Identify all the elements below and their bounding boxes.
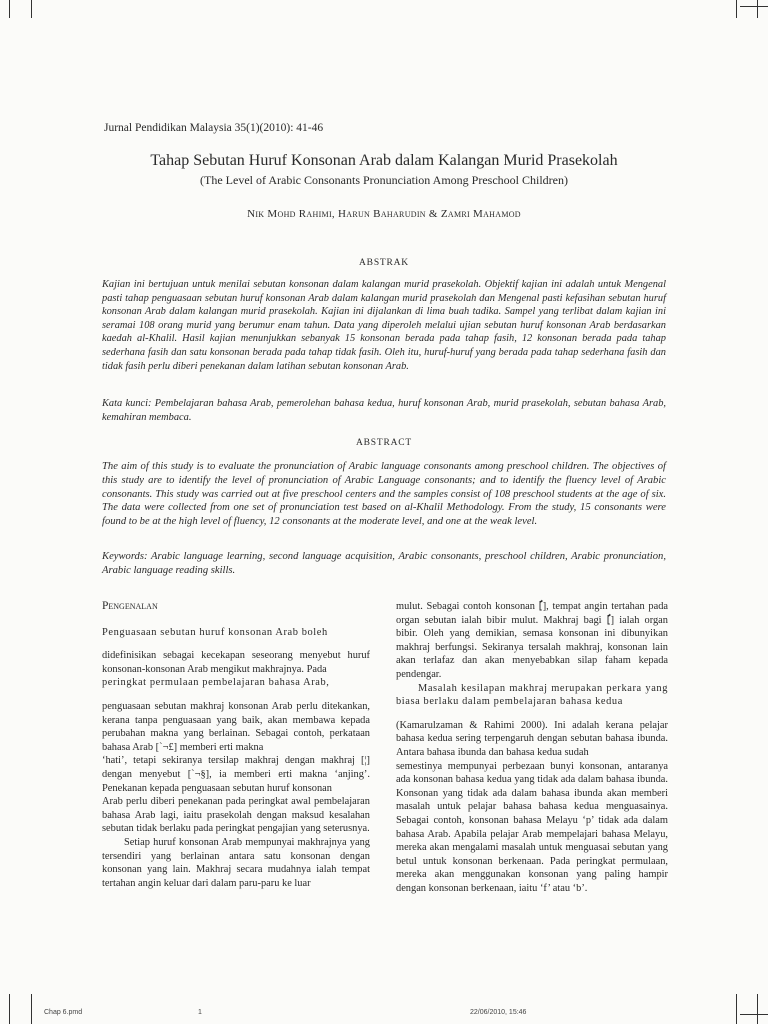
abstract-body: The aim of this study is to evaluate the pronunciation of Arabic language consonants among preschool children. The objectives of this study are to identify the level of pronunciation of Arabic Language consonants; and to identify the fluency level of Arabic consonants. This study was carried out at five preschool centers and the samples consist of 108 preschool students at the age of six. The data were collected from one set of pronunciation test based on al-Khalil Methodology. From the study, 15 consonants were found to be at the high level of fluency, 12 consonants at the moderate level, and one at the weak level. bbox=[102, 461, 666, 528]
crop-mark bbox=[9, 0, 10, 18]
paragraph: Setiap huruf konsonan Arab mempunyai makhrajnya yang tersendiri yang berlainan antara satu konsonan dengan konsonan yang lain. Makhraj secara mudahnya ialah tempat tertahan angin keluar dari dalam paru-paru ke luar bbox=[102, 836, 370, 889]
paragraph: peringkat permulaan pembelajaran bahasa Arab, bbox=[102, 677, 330, 689]
footer-file: Chap 6.pmd bbox=[44, 1009, 83, 1016]
left-column bbox=[102, 600, 370, 890]
crop-mark bbox=[9, 994, 10, 1024]
crop-mark bbox=[757, 994, 758, 1024]
paragraph: ‘hati’, tetapi sekiranya tersilap makhraj dengan makhraj [¦] dengan menyebut [`¬§], ia memberi erti makna ‘anjing’. Penekanan kepada penguasaan sebutan huruf konsonan bbox=[102, 755, 370, 794]
paragraph: didefinisikan sebagai kecekapan seseorang menyebut huruf konsonan-konsonan Arab mengikut makhrajnya. Pada bbox=[102, 650, 370, 675]
paragraph: Arab perlu diberi penekanan pada peringkat awal pembelajaran bahasa Arab lagi, iaitu prasekolah dengan maksud kesalahan sebutan tidak berlaku pada peringkat pengajian yang seterusnya. bbox=[102, 796, 370, 835]
footer-page: 1 bbox=[198, 1009, 202, 1016]
abstrak-body: Kajian ini bertujuan untuk menilai sebutan konsonan dalam kalangan murid prasekolah. Objektif kajian ini adalah untuk Mengenal pasti tahap penguasaan sebutan huruf konsonan Arab dalam kalangan murid prasekolah dan Mengenal pasti kefasihan sebutan huruf konsonan Arab dalam kalangan murid prasekolah. Kajian ini dijalankan di lima buah tadika. Sampel yang terlibat dalam kajian ini seramai 108 orang murid yang berumur enam tahun. Data yang diperoleh melalui ujian sebutan huruf konsonan Arab berdasarkan kaedah al-Khalil. Hasil kajian menunjukkan sebanyak 15 konsonan berada pada tahap fasih, 12 konsonan berada pada tahap sederhana fasih dan satu konsonan berada pada tahap tidak fasih. Oleh itu, huruf-huruf yang berada pada tahap sederhana fasih dan tidak fasih perlu diberi penekanan dalam latihan sebutan konsonan Arab. bbox=[102, 279, 666, 372]
paragraph: Penguasaan sebutan huruf konsonan Arab boleh bbox=[102, 626, 328, 638]
paper-title: Tahap Sebutan Huruf Konsonan Arab dalam Kalangan Murid Prasekolah bbox=[150, 152, 618, 169]
crop-mark bbox=[740, 6, 768, 7]
abstrak-keywords: Kata kunci: Pembelajaran bahasa Arab, pemerolehan bahasa kedua, huruf konsonan Arab, murid prasekolah, sebutan bahasa Arab, kemahiran membaca. bbox=[102, 398, 666, 423]
crop-mark bbox=[740, 1014, 768, 1015]
paragraph: semestinya mempunyai perbezaan bunyi konsonan, antaranya ada konsonan bahasa kedua yang tidak ada dalam bahasa ibunda. Konsonan yang tidak ada dalam bahasa ibunda akan memberi masalah untuk pelajar bahasa bahasa kedua menguasainya. Sebagai contoh, konsonan bahasa Melayu ‘p’ tidak ada dalam bahasa Arab. Apabila pelajar Arab mempelajari bahasa Melayu, mereka akan mengalami masalah untuk menguasai sebutan yang betul untuk konsonan berkenaan. Pada peringkat permulaan, mereka akan menggunakan konsonan yang paling hampir dengan konsonan berkenaan, iaitu ‘f’ atau ‘b’. bbox=[396, 760, 668, 894]
crop-mark bbox=[757, 0, 758, 18]
journal-reference: Jurnal Pendidikan Malaysia 35(1)(2010): 41-46 bbox=[104, 122, 324, 134]
abstract-keywords: Keywords: Arabic language learning, second language acquisition, Arabic consonants, preschool children, Arabic pronunciation, Arabic language reading skills. bbox=[102, 551, 666, 576]
footer-timestamp: 22/06/2010, 15:46 bbox=[470, 1009, 527, 1016]
paper-subtitle: (The Level of Arabic Consonants Pronunciation Among Preschool Children) bbox=[200, 173, 568, 187]
paragraph: Masalah kesilapan makhraj merupakan perkara yang biasa berlaku dalam pembelajaran bahasa kedua bbox=[396, 682, 668, 708]
crop-mark bbox=[736, 0, 737, 18]
section-title: Pengenalan bbox=[102, 600, 158, 612]
paragraph: mulut. Sebagai contoh konsonan [ُ], tempat angin tertahan pada organ sebutan ialah bibir mulut. Makhraj bagi [ُ] ialah organ bibir. Oleh yang demikian, semasa konsonan ini dibunyikan makhraj berfungsi. Sekiranya tersalah makhraj, konsonan lain akan terlafaz dan akan menyebabkan silap faham kepada pendengar. bbox=[396, 601, 668, 680]
authors: Nik Mohd Rahimi, Harun Baharudin & Zamri Mahamod bbox=[247, 208, 521, 220]
right-column bbox=[396, 600, 668, 895]
crop-mark bbox=[31, 0, 32, 18]
paragraph: (Kamarulzaman & Rahimi 2000). Ini adalah kerana pelajar bahasa kedua sering terpengaruh dengan sebutan bahasa ibunda. Antara bahasa ibunda dan bahasa kedua sudah bbox=[396, 719, 668, 758]
crop-mark bbox=[736, 994, 737, 1024]
abstrak-heading: ABSTRAK bbox=[359, 258, 409, 268]
paragraph: penguasaan sebutan makhraj konsonan Arab perlu ditekankan, kerana tanpa penguasaan yang baik, akan membawa kepada perubahan makna yang berlainan. Sebagai contoh, perkataan bahasa Arab [`¬£] memberi erti makna bbox=[102, 700, 370, 753]
abstract-heading: ABSTRACT bbox=[355, 438, 413, 448]
crop-mark bbox=[31, 994, 32, 1024]
